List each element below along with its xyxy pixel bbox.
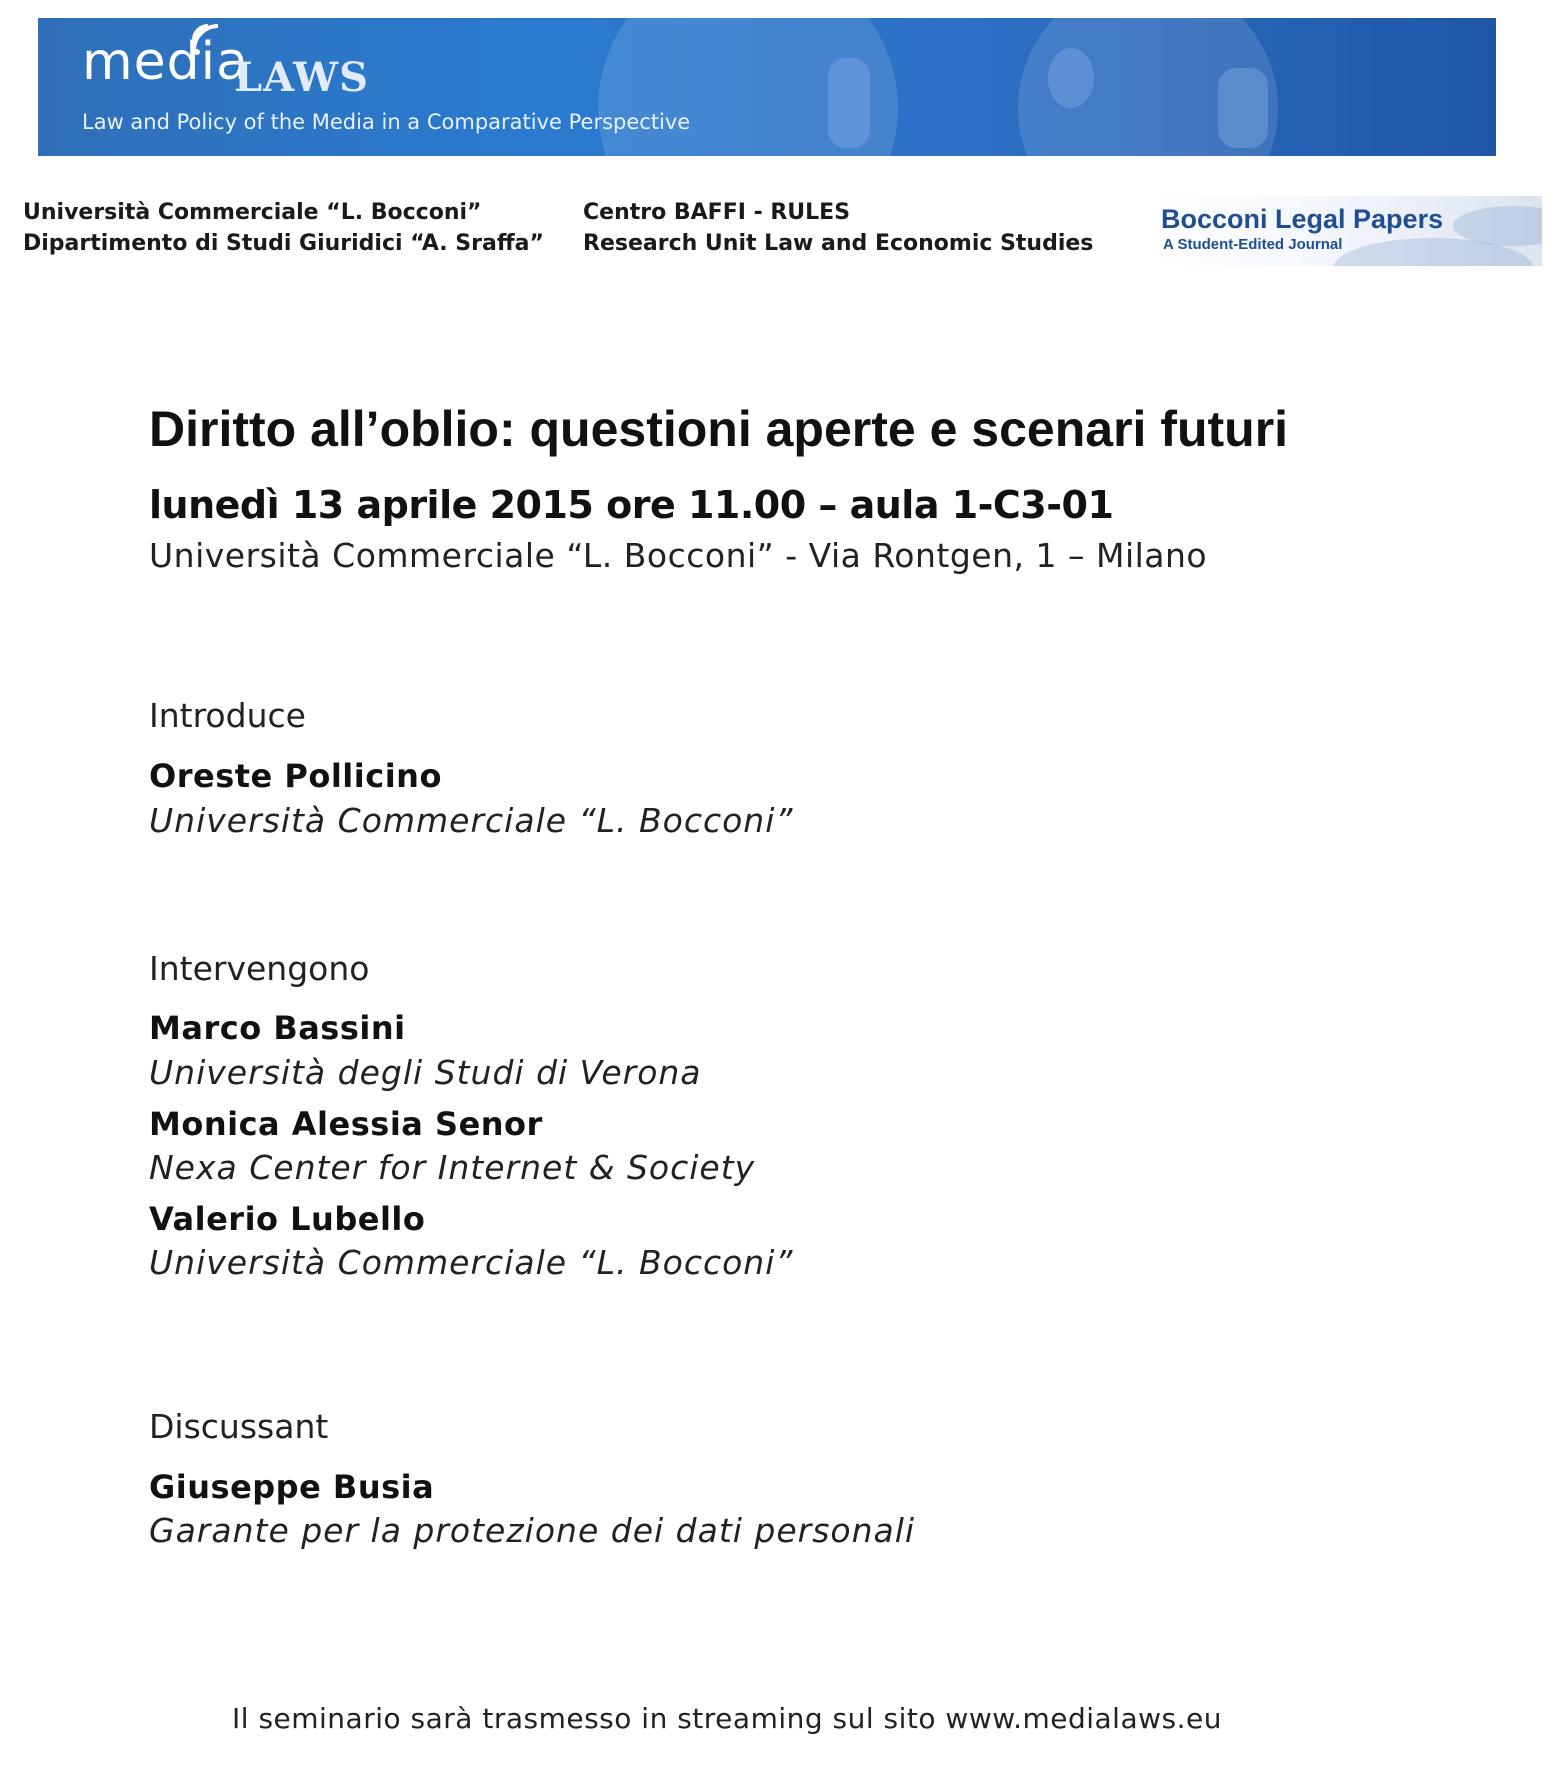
person-silhouette-icon bbox=[828, 58, 870, 148]
speaker-name: Valerio Lubello bbox=[149, 1200, 426, 1238]
institution-center-line1: Centro BAFFI - RULES bbox=[583, 200, 851, 225]
blp-title: Bocconi Legal Papers bbox=[1161, 204, 1444, 234]
speaker-affiliation: Università Commerciale “L. Bocconi” bbox=[149, 801, 794, 840]
event-date: lunedì 13 aprile 2015 ore 11.00 – aula 1-C3-01 bbox=[149, 483, 1114, 527]
person-silhouette-icon bbox=[1218, 68, 1268, 148]
event-venue: Università Commerciale “L. Bocconi” - Via Rontgen, 1 – Milano bbox=[149, 536, 1208, 575]
institution-left-line2: Dipartimento di Studi Giuridici “A. Sraffa” bbox=[23, 231, 544, 256]
speaker-affiliation: Nexa Center for Internet & Society bbox=[149, 1148, 756, 1187]
speaker-affiliation: Garante per la protezione dei dati personali bbox=[149, 1511, 916, 1550]
event-title: Diritto all’oblio: questioni aperte e scenari futuri bbox=[149, 401, 1289, 457]
speaker-affiliation: Università Commerciale “L. Bocconi” bbox=[149, 1243, 794, 1282]
medialaws-banner bbox=[38, 18, 1496, 156]
logo-laws-text: LAWS bbox=[234, 54, 369, 101]
speaker-name: Giuseppe Busia bbox=[149, 1468, 435, 1506]
speaker-name: Oreste Pollicino bbox=[149, 757, 442, 795]
institution-left-line1: Università Commerciale “L. Bocconi” bbox=[23, 200, 482, 225]
section-label-discussant: Discussant bbox=[149, 1407, 329, 1446]
blp-subtitle: A Student-Edited Journal bbox=[1163, 236, 1343, 253]
streaming-notice: Il seminario sarà trasmesso in streaming sul sito www.medialaws.eu bbox=[232, 1702, 1222, 1735]
logo-media-text: media bbox=[82, 32, 249, 92]
bocconi-legal-papers-logo bbox=[1153, 196, 1542, 266]
speaker-affiliation: Università degli Studi di Verona bbox=[149, 1053, 702, 1092]
globe-icon bbox=[1048, 48, 1094, 108]
banner-tagline: Law and Policy of the Media in a Comparative Perspective bbox=[82, 110, 691, 134]
institution-left bbox=[23, 197, 544, 259]
section-label-introduce: Introduce bbox=[149, 696, 306, 735]
section-label-intervengono: Intervengono bbox=[149, 949, 370, 988]
speaker-name: Monica Alessia Senor bbox=[149, 1105, 543, 1143]
speaker-name: Marco Bassini bbox=[149, 1009, 406, 1047]
institution-center bbox=[583, 197, 1093, 259]
institution-center-line2: Research Unit Law and Economic Studies bbox=[583, 231, 1094, 256]
